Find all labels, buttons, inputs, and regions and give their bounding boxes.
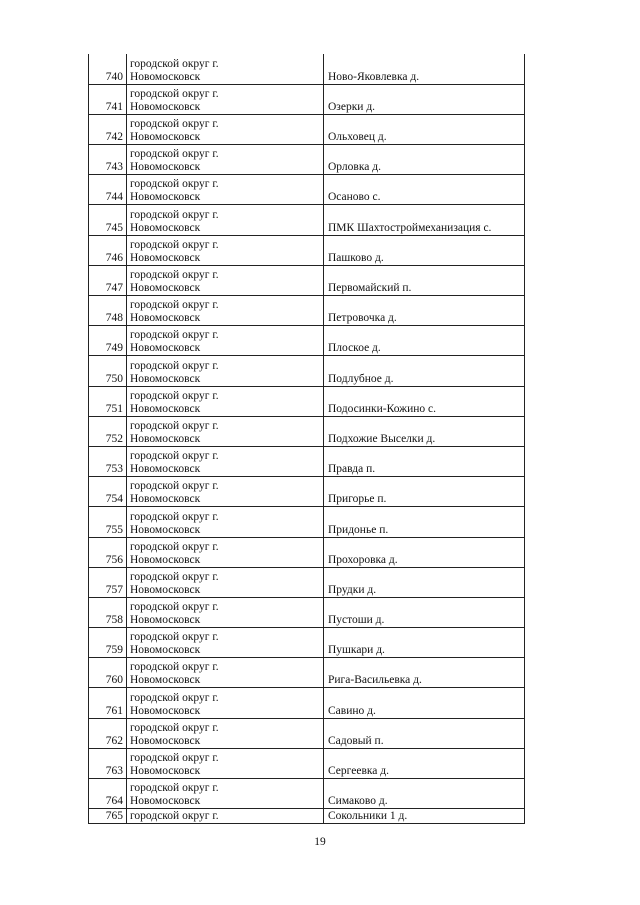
table-row — [89, 84, 525, 114]
district-line-1: городской округ г. — [130, 661, 219, 674]
row-number: 747 — [89, 265, 127, 295]
district-cell — [127, 537, 324, 567]
district-line-2: Новомосковск — [130, 493, 201, 506]
table-row — [89, 326, 525, 356]
district-cell — [127, 326, 324, 356]
table-row — [89, 597, 525, 627]
district-cell — [127, 628, 324, 658]
district-cell — [127, 688, 324, 718]
district-line-2: Новомосковск — [130, 191, 201, 204]
district-cell — [127, 54, 324, 84]
district-line-2: Новомосковск — [130, 795, 201, 808]
district-cell — [127, 779, 324, 809]
locality-cell: Симаково д. — [324, 779, 525, 809]
district-line-2: Новомосковск — [130, 131, 201, 144]
district-line-1: городской округ г. — [130, 118, 219, 131]
table-row — [89, 688, 525, 718]
row-number: 764 — [89, 779, 127, 809]
district-line-1: городской округ г. — [130, 691, 219, 704]
settlements-table — [88, 54, 525, 824]
table-row — [89, 718, 525, 748]
table-row — [89, 658, 525, 688]
row-number: 744 — [89, 175, 127, 205]
district-line-2: Новомосковск — [130, 704, 201, 717]
locality-cell: Пашково д. — [324, 235, 525, 265]
table-row — [89, 809, 525, 824]
district-line-1: городской округ г. — [130, 721, 219, 734]
locality-cell: Осаново с. — [324, 175, 525, 205]
district-cell — [127, 235, 324, 265]
district-line-2: Новомосковск — [130, 402, 201, 415]
row-number: 754 — [89, 477, 127, 507]
row-number: 763 — [89, 748, 127, 778]
row-number: 742 — [89, 114, 127, 144]
row-number: 743 — [89, 145, 127, 175]
district-line-2: Новомосковск — [130, 614, 201, 627]
row-number: 753 — [89, 446, 127, 476]
district-line-1: городской округ г. — [130, 601, 219, 614]
district-line-2: Новомосковск — [130, 432, 201, 445]
table-row — [89, 537, 525, 567]
district-cell — [127, 386, 324, 416]
district-cell — [127, 477, 324, 507]
locality-cell: Садовый п. — [324, 718, 525, 748]
row-number: 746 — [89, 235, 127, 265]
locality-cell: Подосинки-Кожино с. — [324, 386, 525, 416]
district-cell — [127, 446, 324, 476]
table-row — [89, 628, 525, 658]
locality-cell: Озерки д. — [324, 84, 525, 114]
locality-cell: Сокольники 1 д. — [324, 809, 525, 824]
row-number: 759 — [89, 628, 127, 658]
table-row — [89, 386, 525, 416]
table-row — [89, 235, 525, 265]
district-line-2: Новомосковск — [130, 583, 201, 596]
row-number: 760 — [89, 658, 127, 688]
district-cell — [127, 809, 324, 824]
table-row — [89, 446, 525, 476]
district-line-2: Новомосковск — [130, 553, 201, 566]
locality-cell: Пригорье п. — [324, 477, 525, 507]
locality-cell: Подхожие Выселки д. — [324, 416, 525, 446]
row-number: 750 — [89, 356, 127, 386]
district-line-2: Новомосковск — [130, 161, 201, 174]
table-row — [89, 567, 525, 597]
district-line-1: городской округ г. — [130, 419, 219, 432]
table-row — [89, 356, 525, 386]
district-line-1: городской округ г. — [130, 809, 219, 822]
locality-cell: Прохоровка д. — [324, 537, 525, 567]
district-cell — [127, 114, 324, 144]
district-line-2: Новомосковск — [130, 282, 201, 294]
locality-cell: Прудки д. — [324, 567, 525, 597]
locality-cell: Пустоши д. — [324, 597, 525, 627]
table-row — [89, 416, 525, 446]
district-line-1: городской округ г. — [130, 87, 219, 100]
district-line-2: Новомосковск — [130, 734, 201, 747]
district-line-2: Новомосковск — [130, 342, 201, 355]
district-line-2: Новомосковск — [130, 463, 201, 476]
district-line-2: Новомосковск — [130, 70, 201, 83]
district-line-2: Новомосковск — [130, 312, 201, 325]
row-number: 752 — [89, 416, 127, 446]
district-line-1: городской округ г. — [130, 299, 219, 312]
row-number: 761 — [89, 688, 127, 718]
table-row — [89, 265, 525, 295]
district-cell — [127, 658, 324, 688]
district-line-1: городской округ г. — [130, 359, 219, 372]
row-number: 741 — [89, 84, 127, 114]
locality-cell: Ольховец д. — [324, 114, 525, 144]
locality-cell: Плоское д. — [324, 326, 525, 356]
table-row — [89, 205, 525, 235]
table-row — [89, 507, 525, 537]
district-line-1: городской округ г. — [130, 480, 219, 493]
district-line-1: городской округ г. — [130, 329, 219, 342]
district-cell — [127, 145, 324, 175]
table-row — [89, 477, 525, 507]
district-line-1: городской округ г. — [130, 570, 219, 583]
district-line-1: городской округ г. — [130, 540, 219, 553]
row-number: 755 — [89, 507, 127, 537]
district-line-2: Новомосковск — [130, 523, 201, 536]
locality-cell: ПМК Шахтостроймеханизация с. — [324, 205, 525, 235]
district-line-1: городской округ г. — [130, 450, 219, 463]
row-number: 757 — [89, 567, 127, 597]
row-number: 740 — [89, 54, 127, 84]
district-line-1: городской округ г. — [130, 57, 219, 70]
locality-cell: Пушкари д. — [324, 628, 525, 658]
table-row — [89, 748, 525, 778]
row-number: 748 — [89, 296, 127, 326]
district-cell — [127, 597, 324, 627]
locality-cell: Первомайский п. — [324, 265, 525, 295]
district-cell — [127, 84, 324, 114]
district-line-1: городской округ г. — [130, 510, 219, 523]
district-cell — [127, 416, 324, 446]
row-number: 762 — [89, 718, 127, 748]
district-cell — [127, 205, 324, 235]
locality-cell: Ново-Яковлевка д. — [324, 54, 525, 84]
district-line-2: Новомосковск — [130, 221, 201, 234]
row-number: 751 — [89, 386, 127, 416]
district-line-2: Новомосковск — [130, 674, 201, 687]
district-cell — [127, 356, 324, 386]
district-line-1: городской округ г. — [130, 208, 219, 221]
district-cell — [127, 265, 324, 295]
table-row — [89, 54, 525, 84]
row-number: 758 — [89, 597, 127, 627]
locality-cell: Придонье п. — [324, 507, 525, 537]
district-cell — [127, 718, 324, 748]
district-line-2: Новомосковск — [130, 100, 201, 113]
district-cell — [127, 748, 324, 778]
table-row — [89, 114, 525, 144]
page-number: 19 — [314, 836, 326, 848]
district-line-1: городской округ г. — [130, 752, 219, 764]
district-line-2: Новомосковск — [130, 765, 201, 777]
district-cell — [127, 175, 324, 205]
locality-cell: Петровочка д. — [324, 296, 525, 326]
locality-cell: Савино д. — [324, 688, 525, 718]
table-row — [89, 296, 525, 326]
district-line-1: городской округ г. — [130, 631, 219, 644]
table-row — [89, 145, 525, 175]
district-line-1: городской округ г. — [130, 269, 219, 281]
district-line-2: Новомосковск — [130, 251, 201, 264]
district-line-1: городской округ г. — [130, 148, 219, 161]
district-line-2: Новомосковск — [130, 372, 201, 385]
district-cell — [127, 567, 324, 597]
district-cell — [127, 296, 324, 326]
district-line-1: городской округ г. — [130, 238, 219, 251]
row-number: 756 — [89, 537, 127, 567]
settlements-table-body — [89, 54, 525, 824]
district-line-1: городской округ г. — [130, 178, 219, 191]
row-number: 745 — [89, 205, 127, 235]
district-line-1: городской округ г. — [130, 389, 219, 402]
locality-cell: Сергеевка д. — [324, 748, 525, 778]
locality-cell: Орловка д. — [324, 145, 525, 175]
district-line-1: городской округ г. — [130, 782, 219, 795]
table-row — [89, 779, 525, 809]
locality-cell: Правда п. — [324, 446, 525, 476]
locality-cell: Рига-Васильевка д. — [324, 658, 525, 688]
locality-cell: Подлубное д. — [324, 356, 525, 386]
district-cell — [127, 507, 324, 537]
row-number: 749 — [89, 326, 127, 356]
row-number: 765 — [89, 809, 127, 824]
table-row — [89, 175, 525, 205]
district-line-2: Новомосковск — [130, 644, 201, 657]
